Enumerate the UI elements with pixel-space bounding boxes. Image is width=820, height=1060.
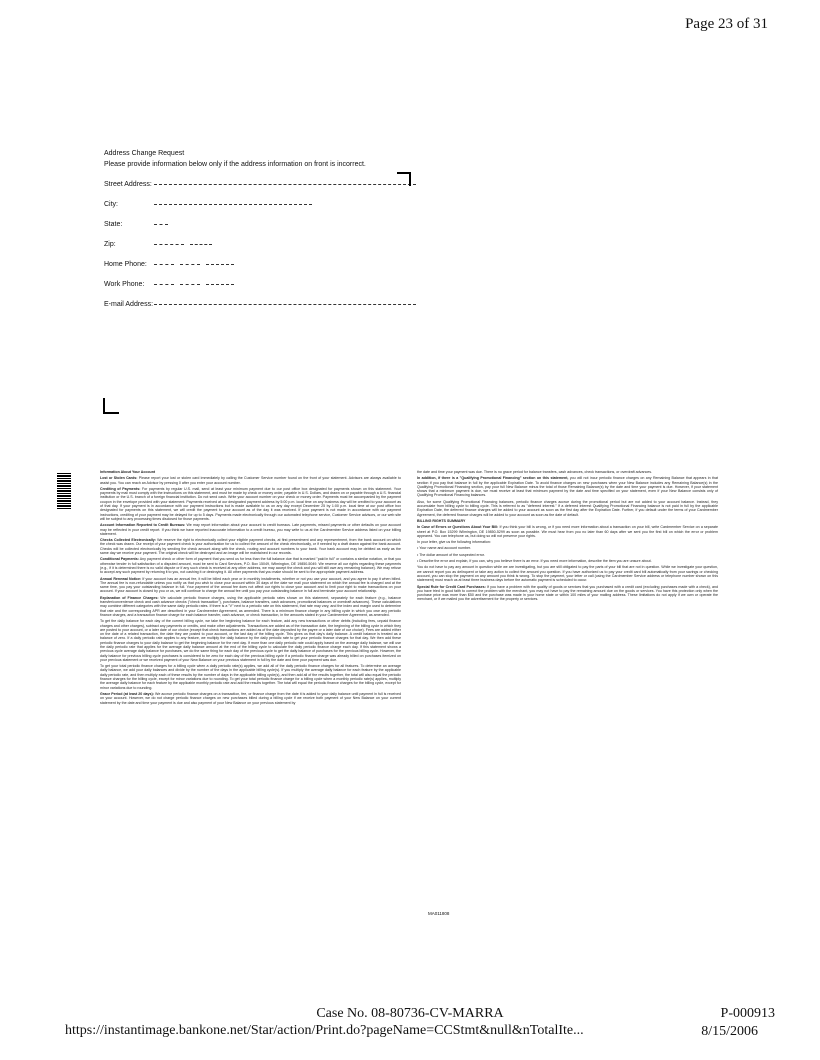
address-form-instruction: Please provide information below only if the address information on front is incorrect. [104, 161, 366, 168]
source-url: https://instantimage.bankone.net/Star/action/Print.do?pageName=CCStmt&null&nTotalIte... [65, 1023, 584, 1038]
work-phone-line-2 [180, 284, 200, 285]
terms-paragraph: To get your total periodic finance charges for a billing cycle when a daily periodic rate(s) applies, we add all of the daily periodic finance charges for all features. To determine an average daily balance, we add your daily balances and divide by the number of the days in the applicable billing cycle(s). If you multiply the average daily balance for each feature by the applicable daily periodic rate, and then multiply each of these results by the number of days in the applicable billing cycle(s), and then add all of the results together, the total will also equal the periodic finance charges for the billing cycle, except for minor variations due to rounding. To get your total periodic finance charge for a billing cycle when a monthly periodic rate(s) applies, multiply the average daily balance for each feature by the applicable monthly periodic rate and add the results together. The total will equal the periodic finance charges for the billing cycle, except for minor variations due to rounding. [100, 664, 401, 690]
home-phone-label: Home Phone: [104, 260, 147, 268]
state-row [104, 214, 434, 234]
terms-paragraph: You do not have to pay any amount in question while we are investigating, but you are still obligated to pay the parts of your bill that are not in question. While we investigate your question, we cannot report you as delinquent or take any action to collect the amount you question. If you have authorized us to pay your credit card bill automatically from your savings or checking account, you can stop the payment on any amount you think is wrong. To stop the payment, your letter or call (using the Cardmember Service address or telephone number shown on this statement) must reach us at least three business days before the automatic payment is scheduled to occur. [417, 565, 718, 583]
terms-paragraph: Checks Collected Electronically: We reserve the right to electronically collect your eligible payment checks, at first presentment and any representment, from the bank account on which the check was drawn. Our receipt of your payment check is your authorization for us to collect the amount of the check electronically, or if needed by a draft drawn against the bank account. Checks will be collected electronically by sending the check amount along with the check, routing and account numbers to your bank. Your bank account may be debited as early as the same day we receive your payment. The original check will be destroyed and an image will be maintained in our records. [100, 538, 401, 556]
case-number: Case No. 08-80736-CV-MARRA [316, 1006, 504, 1021]
terms-paragraph: Grace Period (at least 20 days): We accrue periodic finance charges on a transaction, fee, or finance charge from the date it is added to your daily balance until payment in full is received on your account. However, we do not charge periodic finance charges on new purchases billed during a billing cycle if we receive both payment of your New Balance on your current statement by the date and time your payment is due and also payment of your New Balance on your previous statement by [100, 691, 401, 705]
home-phone-line-2 [180, 264, 200, 265]
terms-paragraph: In addition, if there is a "Qualifying Promotional Financing" section on this statement, you will not incur periodic finance charges on any Remaining Balance that appears in that section if you pay that balance in full by the applicable Expiration Date. To avoid finance charges on new purchases when your New Balance includes any Remaining Balance(s) in the Qualifying Promotional Financing section, pay your full New Balance minus the total of those Remaining Balance(s) by the date and time your payment is due. However, if your statement shows that a minimum payment is due, we must receive at least that minimum payment by the date and time specified on your statement, even if your New Balance consists only of Qualifying Promotional Financing balances. [417, 476, 718, 498]
home-phone-line-1 [154, 264, 174, 265]
terms-paragraph: Annual Renewal Notice: If your account has an annual fee, it will be billed each year or in monthly installments, whether or not you use your account, and you agree to pay it when billed. The annual fee is non-refundable unless you notify us that you wish to close your account within 30 days of the date we mail your statement on which the annual fee is charged and at the same time, you pay your outstanding balance in full. Your payment of the annual fee does not affect our rights to close your account and to limit your right to make transactions on your account. If your account is closed by you or us, we will continue to charge the annual fee until you pay your outstanding balance in full and terminate your account relationship. [100, 576, 401, 594]
terms-paragraph: • Describe the error and explain, if you can, why you believe there is an error. If you need more information, describe the item you are unsure about. [417, 559, 652, 564]
work-phone-label: Work Phone: [104, 280, 145, 288]
state-line [154, 224, 168, 225]
terms-paragraph: Special Rule for Credit Card Purchases: If you have a problem with the quality of goods or services that you purchased with a credit card (excluding purchases made with a check), and you have tried in good faith to correct the problem with the merchant, you may not have to pay the remaining amount due on the goods or services. You have this protection only when the purchase price was more than $50 and the purchase was made in your home state or within 100 miles of your mailing address. These limitations do not apply if we own or operate the merchant, or if we mailed you the advertisement for the property or services. [417, 584, 718, 602]
terms-paragraph: the date and time your payment was due. There is no grace period for balance transfers, cash advances, check transactions, or overdraft advances. [417, 470, 653, 474]
address-change-form [104, 150, 434, 314]
work-phone-row [104, 274, 434, 294]
zip-row [104, 234, 434, 254]
terms-text [100, 470, 718, 707]
city-line [154, 204, 312, 205]
address-form-title: Address Change Request [104, 150, 185, 157]
terms-paragraph: Account Information Reported to Credit Bureaus: We may report information about your account to credit bureaus. Late payments, missed payments or other defaults on your account may be reflected in your credit report. If you think we have reported inaccurate information to a credit bureau, you may write to us at the Cardmember Service address listed on your billing statement. [100, 523, 401, 536]
terms-paragraph: Crediting of Payments: For payments by regular U.S. mail, send at least your minimum payment due to our post office box designated for payments shown on this statement. Your payments by mail must comply with the instructions on this statement, and must be made by check or money order, payable in U.S. Dollars, and drawn on or payable through a U.S. financial institution or the U.S. branch of a foreign financial institution. Do not send cash. Write your account number on your check or money order. Payments must be accompanied by the payment coupon in the envelope provided with your statement. Payments received at our designated payment address by 5:00 p.m. local time on any business day will be credited to your account as of that day. If your payment is in accordance with our payment instructions but is made available to us on any day except December 25 by 1:00 p.m. local time at our post office box designated for payments on this statement, we will credit the payment to your account as of the day it was received. If your payment is not made in accordance with our payment instructions, crediting of your payment may be delayed for up to 5 days. Payments made electronically through our automated telephone service, Customer Service advisors, or our web site will be subject to any processing times disclosed for those payments. [100, 486, 401, 521]
terms-paragraph: Explanation of Finance Charges: We calculate periodic finance charges, using the applicable periodic rates shown on this statement, separately for each feature (e.g., balance transfer/convenience check and cash advance checks ("check transaction"), purchases, balance transfers, cash advances, promotional balances or overdraft advances). These calculations may combine different categories with the same daily periodic rates. If there is a "V" next to a periodic rate on this statement, that rate may vary, and the index and margin used to determine that rate and the corresponding APR are described in your Cardmember Agreement, as amended. There is a minimum finance charge in any billing cycle in which you owe any periodic finance charges, and a transaction finance charge for each balance transfer, cash advance, or check transaction, in the amounts stated in your Cardmember Agreement, as amended. [100, 595, 402, 617]
bates-number: P-000913 [720, 1006, 775, 1021]
terms-paragraph: BILLING RIGHTS SUMMARY [417, 518, 466, 523]
form-code: MA011808 [428, 911, 450, 916]
terms-paragraph: • Your name and account number. [417, 546, 472, 551]
barcode [57, 473, 71, 509]
email-line [154, 304, 416, 305]
window-corner-mark-top-right [397, 172, 411, 186]
zip-line-2 [190, 244, 212, 245]
state-label: State: [104, 220, 123, 228]
street-address-label: Street Address: [104, 180, 152, 188]
home-phone-row [104, 254, 434, 274]
terms-paragraph: In Case of Errors or Questions About Your Bill: If you think your bill is wrong, or if you need more information about a transaction on your bill, write Cardmember Service on a separate sheet at P.O. Box 15299 Wilmington, DE 19850-5299 as soon as possible. We must hear from you no later than 60 days after we sent you the first bill on which the error or problem appeared. You can telephone us, but doing so will not preserve your rights. [417, 525, 718, 538]
street-address-line [154, 184, 416, 185]
terms-paragraph: To get the daily balance for each day of the current billing cycle, we take the beginning balance for each feature, add any new transactions or other debits (including fees, unpaid finance charges and other charges), subtract any payments or credits, and make other adjustments. Transactions are added as of the transaction date, the beginning of the billing cycle in which they are posted to your account, or a later date of our choice (except that check transactions are added as of the date deposited by the payee or a later date of our choice). Fees are added either on the date of a related transaction, the date they are posted to your account, or the last day of the billing cycle. This gives us that day's daily balance. A credit balance is treated as a balance of zero. If a daily periodic rate applies to any feature, we multiply the daily balance by the daily periodic rate to get your periodic finance charges for that day. We then add these periodic finance charges to your daily balance to get the beginning balance for the next day. If more than one daily periodic rate could apply based on the average daily balance, we will use the daily periodic rate that applies for the average daily balance amount at the end of the billing cycle to calculate the daily periodic finance charge each day. If this statement shows a previous cycle average daily balance for purchases, we do the same thing for each day of the previous cycle to get the daily balance of purchases for the previous billing cycle. However, the daily balance for previous billing cycle purchases is considered to be zero for each day of the previous billing cycle if a periodic finance charge was already billed on purchases itemized on your previous statement or we received payment of your New Balance on your previous statement in full by the date and time your payment was due. [100, 619, 401, 662]
street-address-row [104, 174, 434, 194]
window-corner-mark-bottom-left [103, 398, 119, 414]
terms-right-column [417, 470, 718, 707]
city-label: City: [104, 200, 118, 208]
terms-paragraph: • The dollar amount of the suspected error. [417, 552, 485, 557]
terms-paragraph: In your letter, give us the following information: [417, 540, 491, 545]
terms-paragraph: Also, for some Qualifying Promotional Financing balances, periodic finance charges accrue during the promotional period but are not added to your account balance. Instead, they accumulate from billing cycle to billing cycle. This is referred to as "deferred interest." If a deferred interest Qualifying Promotional Financing balance is not paid in full by the applicable Expiration Date, the deferred finance charges will be added to your account as soon as the first day after the Expiration Date. Further, if you default under the terms of your Cardmember Agreement, the deferred finance charges will be added to your account as soon as the date of default. [417, 499, 718, 517]
email-label: E-mail Address: [104, 300, 154, 308]
terms-paragraph: Information About Your Account [100, 470, 156, 474]
zip-label: Zip: [104, 240, 116, 248]
home-phone-line-3 [206, 264, 234, 265]
terms-paragraph: Conditional Payments: Any payment check or other form of payment that you send us for less than the full balance due that is marked "paid in full" or contains a similar notation, or that you otherwise tender in full satisfaction of a disputed amount, must be sent to Card Services, P.O. Box 15049, Wilmington, DE 19850-5049. We reserve all our rights regarding these payments (e.g., if it is determined there is no valid dispute or if any such check is received at any other address, we may accept the check and you will still owe any remaining balance). We may refuse to accept any such payment by returning it to you, not cashing it or destroying it. All other payments that you make should be sent to the appropriate payment address. [100, 557, 401, 575]
work-phone-line-3 [206, 284, 234, 285]
city-row [104, 194, 434, 214]
page-number: Page 23 of 31 [685, 16, 768, 32]
print-date: 8/15/2006 [701, 1024, 758, 1039]
terms-left-column [100, 470, 401, 707]
email-row [104, 294, 434, 314]
work-phone-line-1 [154, 284, 174, 285]
terms-paragraph: Lost or Stolen Cards: Please report your lost or stolen card immediately by calling the Customer Service number found on the front of your statement. Advisors are always available to assist you. You can reach an Advisor by pressing 0 after you enter your account number. [100, 476, 401, 485]
zip-line-1 [154, 244, 184, 245]
